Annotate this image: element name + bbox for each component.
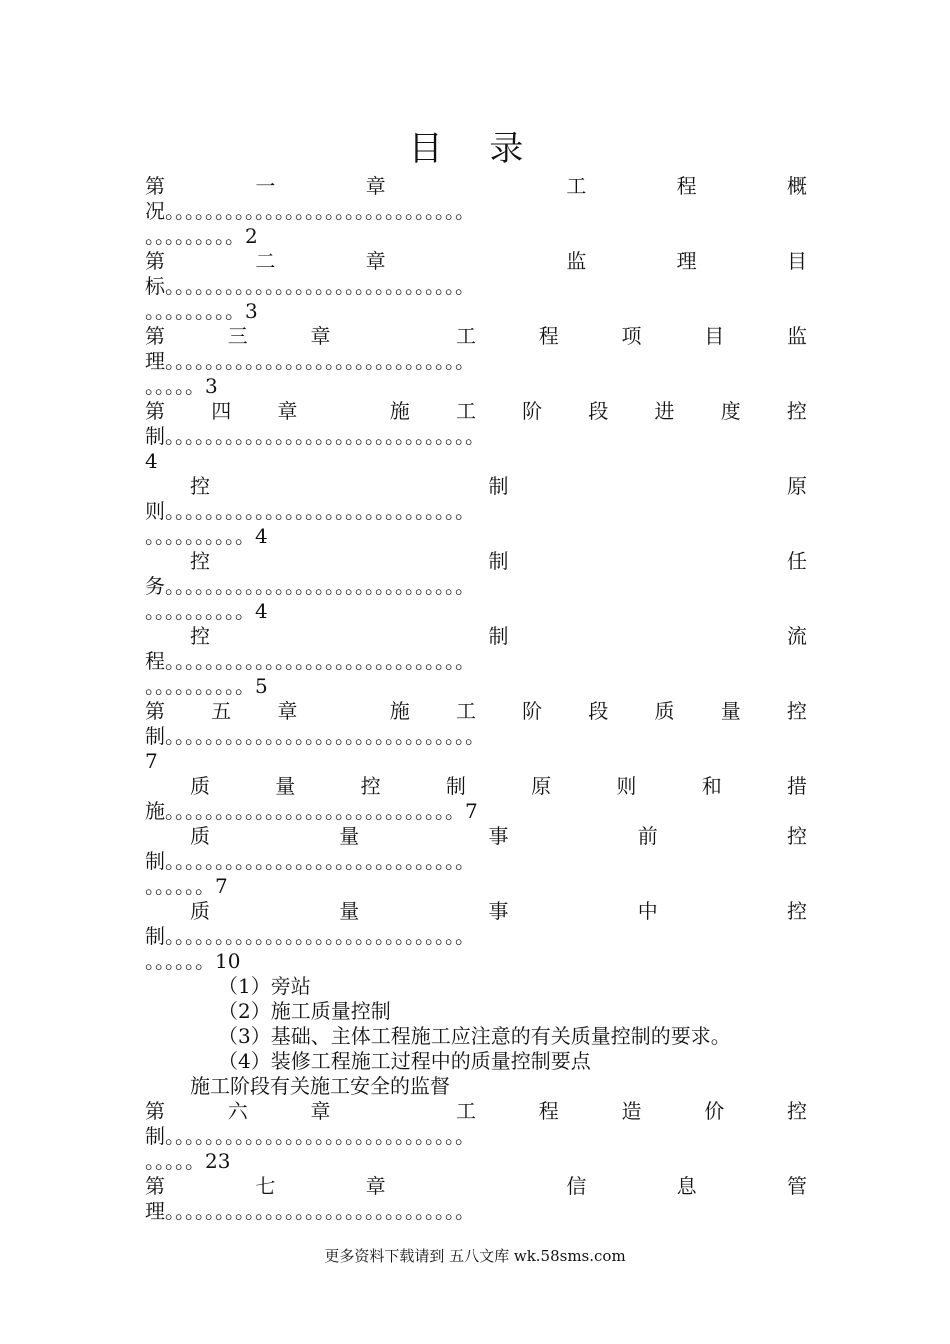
toc-char: 章	[365, 174, 386, 198]
toc-text: 制。。。。。。。。。。。。。。。。。。。。。。。。。。。。。。	[145, 1124, 475, 1148]
toc-line	[145, 1099, 807, 1124]
toc-line	[145, 224, 807, 249]
toc-char: 前	[637, 824, 658, 848]
toc-line	[218, 999, 818, 1024]
toc-char: 量	[720, 699, 741, 723]
toc-char: 第	[145, 174, 165, 198]
toc-line	[218, 974, 818, 999]
toc-char: 工	[455, 699, 476, 723]
toc-text: 理。。。。。。。。。。。。。。。。。。。。。。。。。。。。。。	[145, 1199, 475, 1223]
toc-char: 阶	[522, 699, 543, 723]
toc-text: 制。。。。。。。。。。。。。。。。。。。。。。。。。。。。。。。	[145, 424, 485, 448]
toc-char: 制	[488, 624, 509, 648]
footer-watermark: 更多资料下载请到 五八文库 wk.58sms.com	[324, 1247, 626, 1265]
toc-char: 章	[365, 1174, 386, 1198]
toc-text: 施。。。。。。。。。。。。。。。。。。。。。。。。。。。。。7	[145, 799, 478, 823]
toc-text: 4	[145, 449, 158, 473]
toc-line	[145, 549, 807, 574]
toc-line	[190, 1074, 852, 1099]
toc-char: 工	[456, 324, 476, 348]
toc-line	[145, 724, 807, 749]
toc-line	[145, 174, 807, 199]
toc-char: 章	[365, 249, 386, 273]
toc-char: 六	[227, 1099, 248, 1123]
toc-text: 务。。。。。。。。。。。。。。。。。。。。。。。。。。。。。。	[145, 574, 475, 598]
toc-line	[145, 524, 807, 549]
toc-line	[145, 574, 807, 599]
toc-line	[145, 624, 807, 649]
toc-char: 控	[786, 699, 807, 723]
toc-char: 息	[676, 1174, 697, 1198]
toc-char: 第	[145, 1174, 165, 1198]
toc-line	[145, 349, 807, 374]
toc-line	[145, 1174, 807, 1199]
toc-text: 。。。。。。。。。3	[145, 299, 258, 323]
toc-text: 标。。。。。。。。。。。。。。。。。。。。。。。。。。。。。。	[145, 274, 475, 298]
toc-char: 措	[786, 774, 807, 798]
toc-line	[145, 1149, 807, 1174]
toc-char: 控	[787, 899, 807, 923]
toc-char: 中	[637, 899, 658, 923]
toc-line	[145, 824, 807, 849]
toc-char: 目	[704, 324, 725, 348]
toc-char: 概	[786, 174, 807, 198]
toc-char: 控	[190, 549, 210, 573]
toc-line	[145, 749, 807, 774]
toc-text: 。。。。。。。。。。5	[145, 674, 268, 698]
toc-text: 制。。。。。。。。。。。。。。。。。。。。。。。。。。。。。。	[145, 924, 475, 948]
toc-line	[145, 699, 807, 724]
toc-line	[145, 599, 807, 624]
toc-char: 质	[190, 774, 210, 798]
toc-char: 监	[566, 249, 587, 273]
toc-char: 工	[566, 174, 587, 198]
toc-text: （3）基础、主体工程施工应注意的有关质量控制的要求。	[218, 1024, 731, 1048]
toc-char: 三	[227, 324, 248, 348]
toc-char: 制	[488, 549, 509, 573]
toc-line	[145, 774, 807, 799]
toc-char: 造	[621, 1099, 642, 1123]
toc-line	[145, 299, 807, 324]
toc-char: 管	[786, 1174, 807, 1198]
toc-text: 况。。。。。。。。。。。。。。。。。。。。。。。。。。。。。。	[145, 199, 475, 223]
toc-line	[145, 399, 807, 424]
toc-text: （2）施工质量控制	[218, 999, 391, 1023]
toc-char: 控	[786, 399, 807, 423]
toc-char: 五	[211, 699, 232, 723]
toc-line	[145, 249, 807, 274]
toc-char: 流	[787, 624, 807, 648]
toc-text: 。。。。。3	[145, 374, 218, 398]
toc-char: 项	[621, 324, 642, 348]
toc-line	[145, 924, 807, 949]
toc-char: 度	[720, 399, 741, 423]
toc-char: 工	[456, 1099, 476, 1123]
toc-char: 信	[566, 1174, 587, 1198]
toc-char: 第	[145, 699, 165, 723]
toc-line	[145, 199, 807, 224]
toc-line	[145, 274, 807, 299]
toc-char: 章	[277, 699, 298, 723]
toc-char: 第	[145, 1099, 165, 1123]
toc-line	[145, 899, 807, 924]
toc-line	[218, 1024, 818, 1049]
toc-char: 七	[255, 1174, 276, 1198]
toc-char: 段	[588, 699, 609, 723]
toc-text: 。。。。。。10	[145, 949, 241, 973]
toc-text: 。。。。。。7	[145, 874, 228, 898]
toc-line	[145, 649, 807, 674]
toc-line	[145, 324, 807, 349]
toc-text: 理。。。。。。。。。。。。。。。。。。。。。。。。。。。。。。	[145, 349, 475, 373]
toc-line	[145, 449, 807, 474]
toc-char: 事	[488, 899, 509, 923]
toc-char: 程	[538, 324, 559, 348]
toc-char: 施	[389, 699, 410, 723]
toc-char: 程	[676, 174, 697, 198]
toc-char: 价	[704, 1099, 725, 1123]
toc-line	[145, 1124, 807, 1149]
toc-text: 制。。。。。。。。。。。。。。。。。。。。。。。。。。。。。。。	[145, 724, 485, 748]
toc-line	[145, 674, 807, 699]
toc-line	[145, 949, 807, 974]
toc-char: 章	[310, 1099, 331, 1123]
toc-char: 制	[488, 474, 509, 498]
toc-char: 施	[389, 399, 410, 423]
toc-char: 一	[255, 174, 276, 198]
toc-text: 制。。。。。。。。。。。。。。。。。。。。。。。。。。。。。。	[145, 849, 475, 873]
toc-char: 控	[787, 824, 807, 848]
toc-text: （1）旁站	[218, 974, 311, 998]
toc-line	[218, 1049, 818, 1074]
toc-char: 量	[275, 774, 296, 798]
toc-line	[145, 424, 807, 449]
toc-char: 制	[445, 774, 466, 798]
toc-char: 四	[211, 399, 232, 423]
toc-char: 阶	[522, 399, 543, 423]
toc-char: 监	[787, 324, 807, 348]
toc-text: 施工阶段有关施工安全的监督	[190, 1074, 450, 1098]
toc-char: 量	[339, 824, 360, 848]
toc-char: 质	[190, 899, 210, 923]
toc-char: 程	[538, 1099, 559, 1123]
toc-char: 第	[145, 249, 165, 273]
toc-char: 第	[145, 324, 165, 348]
toc-char: 章	[277, 399, 298, 423]
toc-char: 二	[255, 249, 276, 273]
toc-char: 控	[190, 624, 210, 648]
toc-text: 。。。。。。。。。2	[145, 224, 258, 248]
toc-char: 任	[787, 549, 807, 573]
toc-char: 理	[676, 249, 697, 273]
toc-char: 则	[616, 774, 637, 798]
toc-line	[145, 374, 807, 399]
toc-char: 质	[190, 824, 210, 848]
toc-line	[145, 874, 807, 899]
toc-line	[145, 849, 807, 874]
toc-text: （4）装修工程施工过程中的质量控制要点	[218, 1049, 591, 1073]
toc-line	[145, 499, 807, 524]
toc-char: 和	[701, 774, 722, 798]
toc-line	[145, 1199, 807, 1224]
toc-text: 程。。。。。。。。。。。。。。。。。。。。。。。。。。。。。。	[145, 649, 475, 673]
toc-text: 。。。。。。。。。。4	[145, 524, 268, 548]
toc-text: 。。。。。。。。。。4	[145, 599, 268, 623]
toc-char: 第	[145, 399, 165, 423]
page-title: 目 录	[408, 129, 542, 169]
toc-char: 事	[488, 824, 509, 848]
toc-char: 控	[787, 1099, 807, 1123]
toc-text: 则。。。。。。。。。。。。。。。。。。。。。。。。。。。。。。	[145, 499, 475, 523]
toc-text: 。。。。。23	[145, 1149, 231, 1173]
toc-char: 量	[339, 899, 360, 923]
toc-char: 质	[654, 699, 675, 723]
toc-char: 工	[455, 399, 476, 423]
toc-char: 章	[310, 324, 331, 348]
toc-text: 7	[145, 749, 158, 773]
toc-line	[145, 799, 807, 824]
toc-char: 控	[190, 474, 210, 498]
toc-char: 控	[360, 774, 381, 798]
toc-char: 目	[786, 249, 807, 273]
toc-char: 原	[787, 474, 807, 498]
toc-char: 段	[588, 399, 609, 423]
toc-line	[145, 474, 807, 499]
toc-char: 进	[654, 399, 675, 423]
toc-char: 原	[531, 774, 552, 798]
